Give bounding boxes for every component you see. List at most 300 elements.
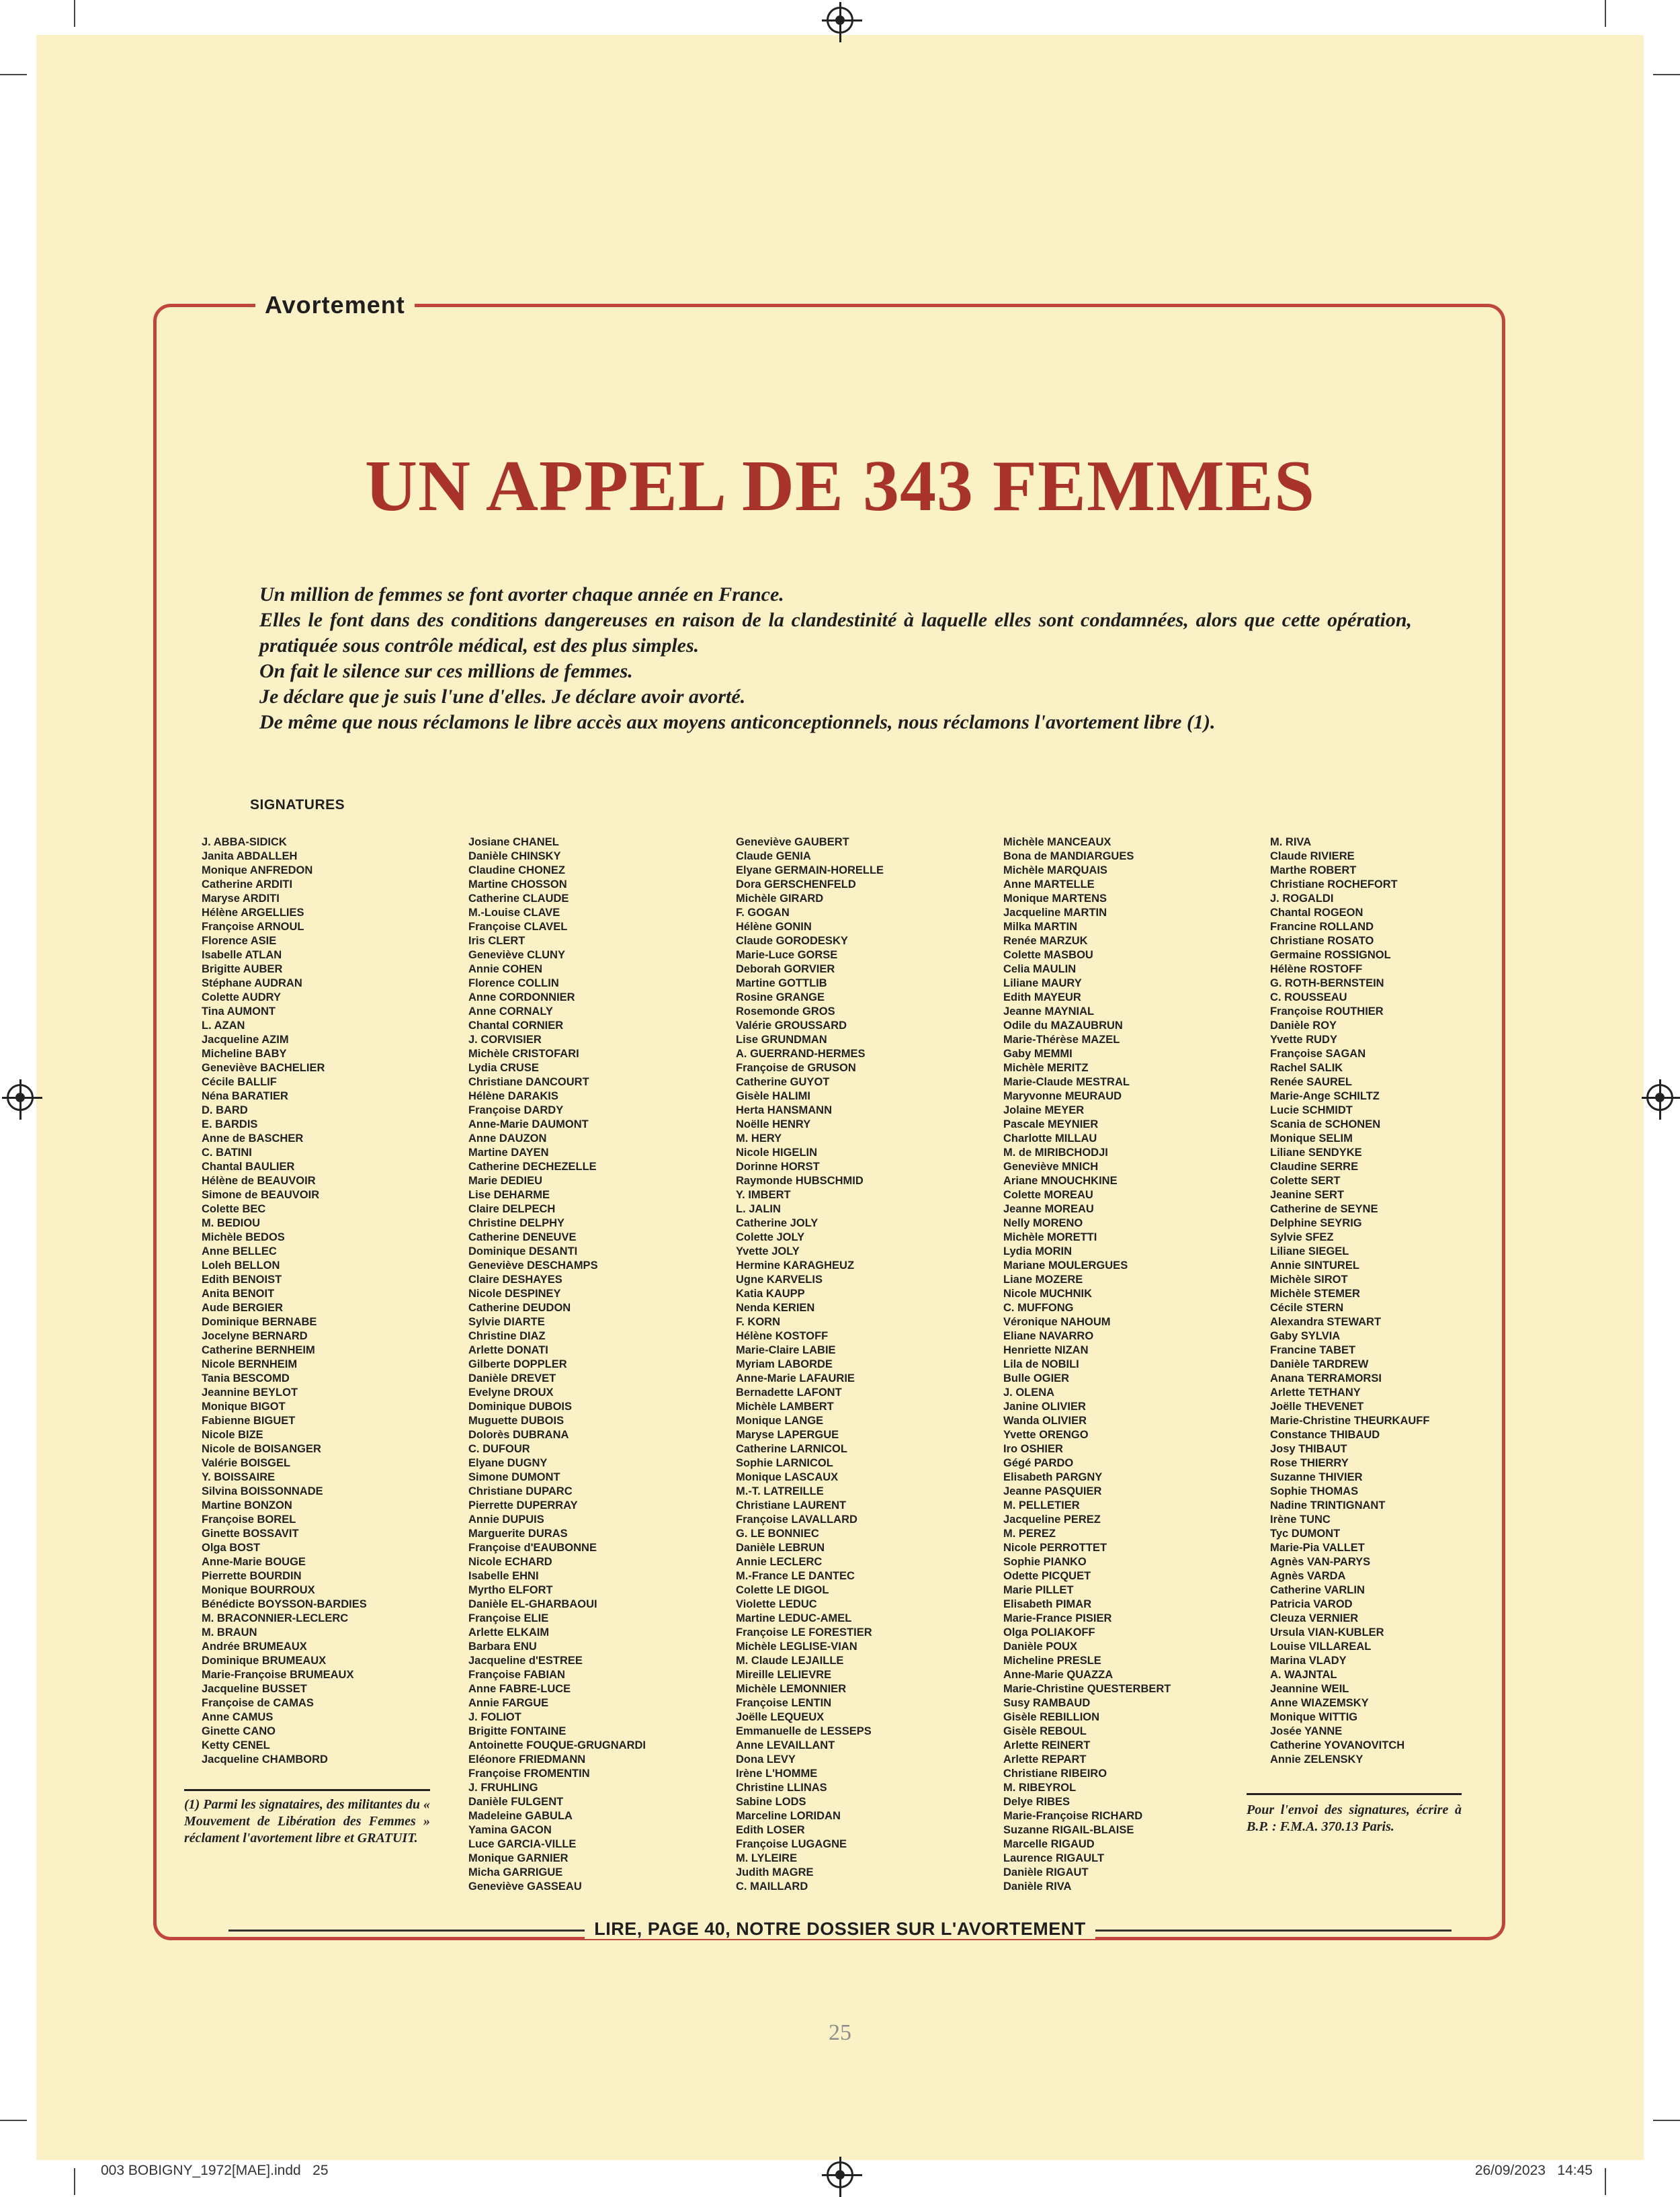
signature-name: Danièle TARDREW [1270, 1358, 1369, 1370]
signature-name: Colette SERT [1270, 1175, 1341, 1187]
signature-name: Marthe ROBERT [1270, 864, 1357, 876]
signature-name: Jacqueline BUSSET [202, 1683, 307, 1695]
signature-name: Michèle SIROT [1270, 1274, 1348, 1286]
signature-name: Colette BEC [202, 1203, 266, 1215]
signature-name: Danièle ROY [1270, 1020, 1337, 1032]
signature-name: Martine GOTTLIB [736, 977, 827, 989]
registration-mark-top [827, 7, 853, 34]
signature-name: Elisabeth PIMAR [1003, 1598, 1092, 1610]
signature-name: C. MUFFONG [1003, 1302, 1074, 1314]
signature-name: Françoise DARDY [468, 1104, 564, 1116]
signature-name: Irène TUNC [1270, 1514, 1331, 1526]
signature-name: Sophie PIANKO [1003, 1556, 1087, 1568]
signature-name: Sylvie SFEZ [1270, 1231, 1334, 1243]
signature-name: M. RIBEYROL [1003, 1782, 1077, 1794]
signature-name: Ursula VIAN-KUBLER [1270, 1626, 1384, 1639]
signature-name: M. LYLEIRE [736, 1852, 798, 1864]
signature-name: Françoise CLAVEL [468, 921, 568, 933]
signature-name: Ariane MNOUCHKINE [1003, 1175, 1118, 1187]
signature-name: Danièle RIGAUT [1003, 1866, 1089, 1878]
signature-name: Catherine CLAUDE [468, 893, 569, 905]
signature-name: G. LE BONNIEC [736, 1528, 819, 1540]
signature-name: M. HERY [736, 1132, 782, 1145]
signature-name: Colette LE DIGOL [736, 1584, 829, 1596]
signature-name: Luce GARCIA-VILLE [468, 1838, 577, 1850]
signature-name: Chantal ROGEON [1270, 907, 1363, 919]
signature-name: Olga BOST [202, 1542, 261, 1554]
signature-name: Milka MARTIN [1003, 921, 1078, 933]
signature-name: Anne-Marie QUAZZA [1003, 1669, 1114, 1681]
signature-name: Isabelle EHNI [468, 1570, 539, 1582]
signature-name: Jacqueline MARTIN [1003, 907, 1107, 919]
signature-name: Odile du MAZAUBRUN [1003, 1020, 1123, 1032]
signature-name: Nicole DESPINEY [468, 1288, 561, 1300]
signature-name: Gaby MEMMI [1003, 1048, 1073, 1060]
crop-mark [74, 0, 75, 27]
signature-name: Francine TABET [1270, 1344, 1356, 1356]
signature-name: Tina AUMONT [202, 1005, 276, 1018]
signature-name: A. GUERRAND-HERMES [736, 1048, 866, 1060]
signature-name: Catherine DEUDON [468, 1302, 571, 1314]
signature-name: Marie PILLET [1003, 1584, 1074, 1596]
signature-name: Lila de NOBILI [1003, 1358, 1079, 1370]
signature-name: Danièle POUX [1003, 1641, 1078, 1653]
signature-name: Josée YANNE [1270, 1725, 1343, 1737]
signature-name: Emmanuelle de LESSEPS [736, 1725, 872, 1737]
signature-name: Rosine GRANGE [736, 991, 825, 1003]
signature-name: Bulle OGIER [1003, 1372, 1070, 1384]
signature-name: Hélène ROSTOFF [1270, 963, 1363, 975]
signature-name: Bernadette LAFONT [736, 1386, 842, 1399]
signature-name: Liliane MAURY [1003, 977, 1082, 989]
signature-name: Myrtho ELFORT [468, 1584, 553, 1596]
signature-name: Ginette CANO [202, 1725, 276, 1737]
signature-name: Hélène de BEAUVOIR [202, 1175, 316, 1187]
signature-name: Christiane LAURENT [736, 1499, 847, 1511]
signature-name: Florence COLLIN [468, 977, 559, 989]
signature-name: M. de MIRIBCHODJI [1003, 1147, 1108, 1159]
signature-name: Janita ABDALLEH [202, 850, 298, 862]
signature-name: Deborah GORVIER [736, 963, 835, 975]
signature-name: Claude GENIA [736, 850, 811, 862]
signature-name: Monique MARTENS [1003, 893, 1107, 905]
signature-name: Edith MAYEUR [1003, 991, 1081, 1003]
section-tag: Avortement [255, 291, 415, 319]
signature-name: Simone de BEAUVOIR [202, 1189, 320, 1201]
crop-mark [74, 2168, 75, 2195]
signature-name: Michèle BEDOS [202, 1231, 285, 1243]
signature-name: Marina VLADY [1270, 1655, 1347, 1667]
signature-name: Jeanine SERT [1270, 1189, 1345, 1201]
signature-name: Katia KAUPP [736, 1288, 805, 1300]
signature-name: Geneviève CLUNY [468, 949, 565, 961]
signature-name: Yvette RUDY [1270, 1034, 1337, 1046]
signature-name: Monique WITTIG [1270, 1711, 1358, 1723]
signature-name: Hélène GONIN [736, 921, 812, 933]
signature-name: Hélène ARGELLIES [202, 907, 304, 919]
signature-name: Claude RIVIERE [1270, 850, 1355, 862]
signature-name: Alexandra STEWART [1270, 1316, 1382, 1328]
signature-name: Françoise LENTIN [736, 1697, 832, 1709]
signature-name: Renée MARZUK [1003, 935, 1088, 947]
signature-name: Olga POLIAKOFF [1003, 1626, 1095, 1639]
signature-name: Catherine GUYOT [736, 1076, 830, 1088]
signature-name: Silvina BOISSONNADE [202, 1485, 323, 1497]
signature-name: Mireille LELIEVRE [736, 1669, 832, 1681]
manifesto-line: On fait le silence sur ces millions de femmes. [259, 660, 633, 682]
read-more-text: LIRE, PAGE 40, NOTRE DOSSIER SUR L'AVORTEMENT [585, 1919, 1095, 1939]
signature-name: Anne-Marie BOUGE [202, 1556, 306, 1568]
signature-name: Suzanne THIVIER [1270, 1471, 1363, 1483]
signature-name: Christine DIAZ [468, 1330, 546, 1342]
signature-name: Rachel SALIK [1270, 1062, 1343, 1074]
signature-name: Hélène DARAKIS [468, 1090, 558, 1102]
signature-name: Colette MOREAU [1003, 1189, 1093, 1201]
signature-name: Colette MASBOU [1003, 949, 1093, 961]
signature-name: Brigitte FONTAINE [468, 1725, 566, 1737]
signature-name: Yvette JOLY [736, 1245, 800, 1257]
signature-name: Evelyne DROUX [468, 1386, 554, 1399]
signature-name: Ketty CENEL [202, 1739, 270, 1751]
signature-name: Nicole BIZE [202, 1429, 263, 1441]
signature-name: Françoise FABIAN [468, 1669, 565, 1681]
signature-name: Sophie LARNICOL [736, 1457, 833, 1469]
signature-name: Nicole de BOISANGER [202, 1443, 321, 1455]
signature-name: Liliane SENDYKE [1270, 1147, 1362, 1159]
signature-name: Madeleine GABULA [468, 1810, 573, 1822]
signature-name: M. PELLETIER [1003, 1499, 1080, 1511]
signature-name: Geneviève MNICH [1003, 1161, 1099, 1173]
signature-name: Cécile STERN [1270, 1302, 1344, 1314]
signature-name: Claudine SERRE [1270, 1161, 1359, 1173]
signature-name: Danièle CHINSKY [468, 850, 561, 862]
signature-name: Eliane NAVARRO [1003, 1330, 1094, 1342]
signature-name: Chantal CORNIER [468, 1020, 564, 1032]
signature-name: Michèle MARQUAIS [1003, 864, 1107, 876]
signature-name: Anne-Marie LAFAURIE [736, 1372, 855, 1384]
signature-name: Christine LLINAS [736, 1782, 827, 1794]
signature-name: Sophie THOMAS [1270, 1485, 1359, 1497]
signature-name: Delphine SEYRIG [1270, 1217, 1362, 1229]
signature-name: Annie DUPUIS [468, 1514, 544, 1526]
signature-name: Anita BENOIT [202, 1288, 275, 1300]
signature-name: L. AZAN [202, 1020, 245, 1032]
signature-name: Michèle GIRARD [736, 893, 824, 905]
signature-name: M.-T. LATREILLE [736, 1485, 824, 1497]
registration-mark-bottom [827, 2161, 853, 2188]
manifesto-text [259, 582, 1412, 735]
crop-mark [0, 74, 27, 75]
signature-name: Martine DAYEN [468, 1147, 549, 1159]
signature-name: Martine BONZON [202, 1499, 292, 1511]
signature-name: F. KORN [736, 1316, 780, 1328]
signature-name: Nicole HIGELIN [736, 1147, 818, 1159]
crop-mark [1653, 74, 1680, 75]
signature-name: E. BARDIS [202, 1118, 258, 1130]
signature-name: Suzanne RIGAIL-BLAISE [1003, 1824, 1134, 1836]
signature-name: M. BEDIOU [202, 1217, 261, 1229]
signature-name: Elyane GERMAIN-HORELLE [736, 864, 884, 876]
signature-name: J. OLENA [1003, 1386, 1055, 1399]
signature-name: Maryse LAPERGUE [736, 1429, 839, 1441]
signature-name: Rose THIERRY [1270, 1457, 1349, 1469]
signature-name: Jeanne PASQUIER [1003, 1485, 1102, 1497]
signature-name: Iris CLERT [468, 935, 526, 947]
signature-name: Elisabeth PARGNY [1003, 1471, 1103, 1483]
signature-name: Catherine VARLIN [1270, 1584, 1365, 1596]
signature-name: Dona LEVY [736, 1753, 796, 1766]
signature-name: Dominique BRUMEAUX [202, 1655, 327, 1667]
signature-name: Françoise LE FORESTIER [736, 1626, 872, 1639]
signature-name: Maryse ARDITI [202, 893, 280, 905]
signature-name: Jeannine BEYLOT [202, 1386, 298, 1399]
signature-name: Françoise ROUTHIER [1270, 1005, 1384, 1018]
signature-name: Marie-Claire LABIE [736, 1344, 836, 1356]
signature-name: Bona de MANDIARGUES [1003, 850, 1134, 862]
signature-name: F. GOGAN [736, 907, 790, 919]
manifesto-line: Je déclare que je suis l'une d'elles. Je déclare avoir avorté. [259, 686, 746, 708]
signature-name: Danièle RIVA [1003, 1880, 1072, 1893]
signature-name: Noëlle HENRY [736, 1118, 811, 1130]
signature-name: Loleh BELLON [202, 1259, 280, 1272]
signature-name: Françoise SAGAN [1270, 1048, 1366, 1060]
signature-name: Geneviève GAUBERT [736, 836, 849, 848]
signature-name: Susy RAMBAUD [1003, 1697, 1091, 1709]
signature-name: Marceline LORIDAN [736, 1810, 841, 1822]
signature-name: Anne MARTELLE [1003, 878, 1095, 890]
signature-name: Odette PICQUET [1003, 1570, 1091, 1582]
signature-name: G. ROTH-BERNSTEIN [1270, 977, 1384, 989]
signature-column [468, 835, 724, 1894]
signature-name: Anne CORNALY [468, 1005, 553, 1018]
signature-name: Pascale MEYNIER [1003, 1118, 1099, 1130]
signature-name: Annie ZELENSKY [1270, 1753, 1363, 1766]
signature-name: Monique ANFREDON [202, 864, 313, 876]
signature-name: Anne CAMUS [202, 1711, 274, 1723]
signature-name: Lucie SCHMIDT [1270, 1104, 1353, 1116]
signature-name: Anne CORDONNIER [468, 991, 575, 1003]
signature-name: Micheline BABY [202, 1048, 287, 1060]
signature-name: M. Claude LEJAILLE [736, 1655, 844, 1667]
registration-mark-right [1646, 1084, 1673, 1111]
signature-name: Jacqueline PEREZ [1003, 1514, 1101, 1526]
signature-name: Agnès VAN-PARYS [1270, 1556, 1371, 1568]
signature-name: Stéphane AUDRAN [202, 977, 302, 989]
signature-name: Anne de BASCHER [202, 1132, 304, 1145]
signature-name: Gégé PARDO [1003, 1457, 1074, 1469]
signature-name: Gisèle REBOUL [1003, 1725, 1087, 1737]
signature-name: Dominique DUBOIS [468, 1401, 573, 1413]
signature-name: Irène L'HOMME [736, 1768, 818, 1780]
signature-name: Scania de SCHONEN [1270, 1118, 1381, 1130]
signature-name: Françoise BOREL [202, 1514, 296, 1526]
signature-column [736, 835, 991, 1894]
signature-name: Monique SELIM [1270, 1132, 1353, 1145]
footnote: (1) Parmi les signataires, des militantes du « Mouvement de Libération des Femmes » réclament l'avortement libre et GRATUIT. [184, 1789, 430, 1847]
signature-name: C. DUFOUR [468, 1443, 530, 1455]
signature-name: Michèle LEGLISE-VIAN [736, 1641, 857, 1653]
signature-name: Marie-Thérèse MAZEL [1003, 1034, 1120, 1046]
signature-name: Y. BOISSAIRE [202, 1471, 276, 1483]
signature-name: Danièle EL-GHARBAOUI [468, 1598, 597, 1610]
signature-name: Cleuza VERNIER [1270, 1612, 1359, 1624]
crop-mark [1653, 2120, 1680, 2121]
signature-name: Sylvie DIARTE [468, 1316, 545, 1328]
signature-name: Wanda OLIVIER [1003, 1415, 1087, 1427]
signature-column [202, 835, 457, 1767]
signature-name: Annie LECLERC [736, 1556, 823, 1568]
crop-mark [0, 2120, 27, 2121]
signature-name: Francine ROLLAND [1270, 921, 1374, 933]
signature-name: Monique GARNIER [468, 1852, 569, 1864]
signature-name: Jacqueline AZIM [202, 1034, 289, 1046]
signature-name: Violette LEDUC [736, 1598, 817, 1610]
signature-name: Françoise ELIE [468, 1612, 549, 1624]
signature-name: Marie-Christine THEURKAUFF [1270, 1415, 1430, 1427]
signature-name: Laurence RIGAULT [1003, 1852, 1105, 1864]
signature-name: Catherine ARDITI [202, 878, 293, 890]
signature-name: Monique BOURROUX [202, 1584, 315, 1596]
signature-name: Anana TERRAMORSI [1270, 1372, 1382, 1384]
signature-name: Maryvonne MEURAUD [1003, 1090, 1122, 1102]
signature-name: J. ROGALDI [1270, 893, 1334, 905]
signature-name: Marie-Christine QUESTERBERT [1003, 1683, 1171, 1695]
signature-name: Michèle CRISTOFARI [468, 1048, 579, 1060]
signature-name: J. FRUHLING [468, 1782, 538, 1794]
signature-column [1003, 835, 1259, 1894]
signature-name: Brigitte AUBER [202, 963, 283, 975]
signature-name: Claude GORODESKY [736, 935, 848, 947]
signature-name: M.-Louise CLAVE [468, 907, 560, 919]
signature-name: Michèle STEMER [1270, 1288, 1360, 1300]
signature-name: Andrée BRUMEAUX [202, 1641, 307, 1653]
signature-name: Nenda KERIEN [736, 1302, 815, 1314]
signature-name: Colette JOLY [736, 1231, 805, 1243]
signature-name: Marie DEDIEU [468, 1175, 543, 1187]
signature-name: Muguette DUBOIS [468, 1415, 564, 1427]
signature-name: C. MAILLARD [736, 1880, 808, 1893]
signature-name: Dolorès DUBRANA [468, 1429, 569, 1441]
signature-name: Claire DESHAYES [468, 1274, 562, 1286]
signature-name: Anne BELLEC [202, 1245, 277, 1257]
signature-name: Françoise de GRUSON [736, 1062, 856, 1074]
signature-name: Michèle MERITZ [1003, 1062, 1089, 1074]
signature-name: Liliane SIEGEL [1270, 1245, 1349, 1257]
signature-name: Jolaine MEYER [1003, 1104, 1085, 1116]
signature-name: Françoise d'EAUBONNE [468, 1542, 597, 1554]
signature-name: Gaby SYLVIA [1270, 1330, 1341, 1342]
signature-name: Germaine ROSSIGNOL [1270, 949, 1391, 961]
signature-name: Nicole PERROTTET [1003, 1542, 1107, 1554]
signature-name: Nicole ECHARD [468, 1556, 552, 1568]
signature-name: Michèle LAMBERT [736, 1401, 834, 1413]
signature-name: Annie FARGUE [468, 1697, 549, 1709]
signature-name: Marie-Claude MESTRAL [1003, 1076, 1130, 1088]
signature-name: J. CORVISIER [468, 1034, 542, 1046]
signature-name: Annie COHEN [468, 963, 543, 975]
signature-name: Hélène KOSTOFF [736, 1330, 829, 1342]
signature-name: Janine OLIVIER [1003, 1401, 1086, 1413]
signature-name: Dorinne HORST [736, 1161, 820, 1173]
signature-name: Anne WIAZEMSKY [1270, 1697, 1369, 1709]
signature-name: Ginette BOSSAVIT [202, 1528, 299, 1540]
signature-name: Marie-Françoise RICHARD [1003, 1810, 1143, 1822]
signature-name: Monique LASCAUX [736, 1471, 839, 1483]
signature-name: D. BARD [202, 1104, 248, 1116]
signature-name: Joëlle LEQUEUX [736, 1711, 825, 1723]
signature-name: Jacqueline d'ESTREE [468, 1655, 583, 1667]
signature-name: Jeannine WEIL [1270, 1683, 1349, 1695]
signature-name: Constance THIBAUD [1270, 1429, 1380, 1441]
signature-name: Tania BESCOMD [202, 1372, 290, 1384]
headline: UN APPEL DE 343 FEMMES [364, 446, 1316, 526]
signature-name: Anne FABRE-LUCE [468, 1683, 571, 1695]
signature-name: Véronique NAHOUM [1003, 1316, 1111, 1328]
signature-name: Mariane MOULERGUES [1003, 1259, 1128, 1272]
signature-name: Martine CHOSSON [468, 878, 567, 890]
signature-name: Geneviève DESCHAMPS [468, 1259, 598, 1272]
signature-name: Louise VILLAREAL [1270, 1641, 1372, 1653]
signature-name: Monique LANGE [736, 1415, 824, 1427]
signature-name: Herta HANSMANN [736, 1104, 833, 1116]
signature-name: Antoinette FOUQUE-GRUGNARDI [468, 1739, 646, 1751]
signature-name: Annie SINTUREL [1270, 1259, 1359, 1272]
signature-name: Christiane ROCHEFORT [1270, 878, 1398, 890]
signature-name: Nicole MUCHNIK [1003, 1288, 1093, 1300]
signature-name: Y. IMBERT [736, 1189, 791, 1201]
signature-name: Dora GERSCHENFELD [736, 878, 856, 890]
signature-name: Catherine LARNICOL [736, 1443, 847, 1455]
signature-name: Agnès VARDA [1270, 1570, 1346, 1582]
signature-name: Danièle LEBRUN [736, 1542, 825, 1554]
signature-name: Ugne KARVELIS [736, 1274, 823, 1286]
signature-name: Danièle DREVET [468, 1372, 556, 1384]
signature-name: Michèle LEMONNIER [736, 1683, 847, 1695]
signature-name: Françoise de CAMAS [202, 1697, 314, 1709]
signature-name: Françoise FROMENTIN [468, 1768, 590, 1780]
signature-name: M. BRACONNIER-LECLERC [202, 1612, 349, 1624]
signature-name: Gilberte DOPPLER [468, 1358, 567, 1370]
signature-name: Fabienne BIGUET [202, 1415, 296, 1427]
signature-name: Hermine KARAGHEUZ [736, 1259, 855, 1272]
signature-name: Catherine YOVANOVITCH [1270, 1739, 1405, 1751]
signature-name: Valérie BOISGEL [202, 1457, 291, 1469]
signature-column [1270, 835, 1525, 1767]
signature-name: M. BRAUN [202, 1626, 257, 1639]
signature-name: Judith MAGRE [736, 1866, 814, 1878]
signature-name: Simone DUMONT [468, 1471, 560, 1483]
signature-name: Jacqueline CHAMBORD [202, 1753, 328, 1766]
indesign-slug-date: 26/09/2023 14:45 [1474, 2163, 1593, 2178]
signature-name: Josy THIBAUT [1270, 1443, 1347, 1455]
signature-name: Henriette NIZAN [1003, 1344, 1089, 1356]
signature-name: Lise DEHARME [468, 1189, 550, 1201]
signature-name: Renée SAUREL [1270, 1076, 1352, 1088]
signature-name: Florence ASIE [202, 935, 277, 947]
signature-name: J. FOLIOT [468, 1711, 521, 1723]
signature-name: Michèle MORETTI [1003, 1231, 1097, 1243]
signature-name: Eléonore FRIEDMANN [468, 1753, 586, 1766]
signature-name: M.-France LE DANTEC [736, 1570, 855, 1582]
signature-name: Arlette REINERT [1003, 1739, 1091, 1751]
signature-name: Marie-Françoise BRUMEAUX [202, 1669, 354, 1681]
signature-name: A. WAJNTAL [1270, 1669, 1337, 1681]
signature-name: Arlette REPART [1003, 1753, 1087, 1766]
signature-name: Christiane DANCOURT [468, 1076, 589, 1088]
signature-name: Joëlle THEVENET [1270, 1401, 1364, 1413]
signature-name: Catherine BERNHEIM [202, 1344, 315, 1356]
signature-name: Anne LEVAILLANT [736, 1739, 835, 1751]
